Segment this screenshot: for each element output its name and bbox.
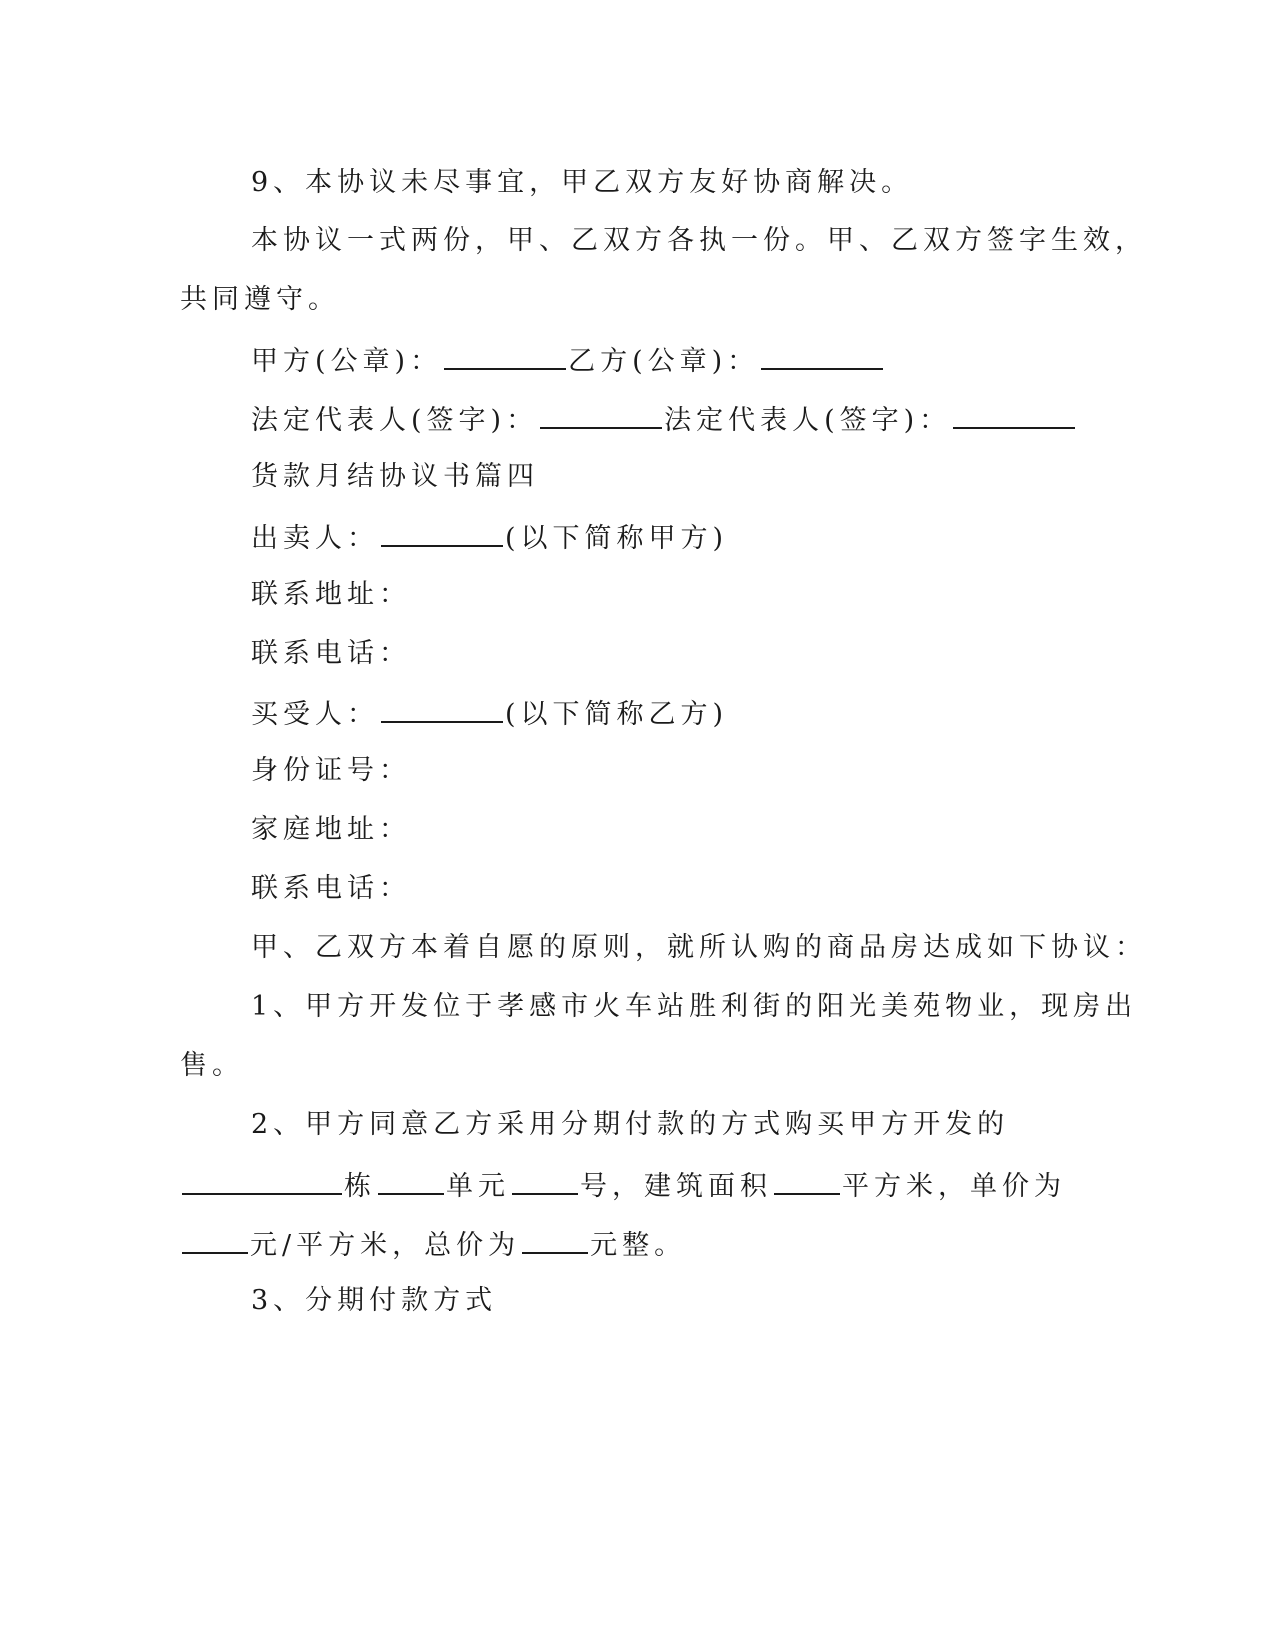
buyer-line [251,695,728,732]
intro-paragraph: 甲、乙双方本着自愿的原则，就所认购的商品房达成如下协议： [251,932,1147,963]
seller-address: 联系地址： [251,579,411,610]
total-label: 元整。 [590,1230,687,1261]
seller-suffix: (以下简称甲方) [505,523,729,554]
party-a-rep-blank [540,401,662,429]
buyer-id: 身份证号： [251,755,411,786]
party-b-seal-blank [761,342,883,370]
party-b-rep-blank [953,401,1075,429]
price-label: 元/平方米，总价为 [250,1230,521,1261]
buyer-suffix: (以下简称乙方) [505,699,729,730]
building-label: 栋 [344,1171,376,1202]
total-blank [522,1226,588,1254]
seller-blank [381,519,503,547]
area-blank [774,1167,840,1195]
party-signature-line [251,342,885,379]
area-label: 平方米，单价为 [842,1171,1066,1202]
number-blank [512,1167,578,1195]
clause-2-line-3 [180,1226,686,1263]
seller-label: 出卖人： [251,523,379,554]
party-a-rep-label: 法定代表人(签字)： [251,405,539,436]
building-blank [182,1167,342,1195]
seller-line [251,519,728,556]
clause-2-line-1: 2、甲方同意乙方采用分期付款的方式购买甲方开发的 [251,1109,1010,1140]
clause-9: 9、本协议未尽事宜，甲乙双方友好协商解决。 [251,167,914,198]
buyer-label: 买受人： [251,699,379,730]
buyer-phone: 联系电话： [251,873,411,904]
party-a-seal-label: 甲方(公章)： [251,346,443,377]
clause-1-line-2: 售。 [180,1050,244,1081]
unit-blank [378,1167,444,1195]
copies-line-2: 共同遵守。 [180,284,340,315]
number-label: 号，建筑面积 [580,1171,772,1202]
price-blank [182,1226,248,1254]
copies-line-1: 本协议一式两份，甲、乙双方各执一份。甲、乙双方签字生效， [251,225,1147,256]
buyer-blank [381,695,503,723]
clause-1-line-1: 1、甲方开发位于孝感市火车站胜利街的阳光美苑物业，现房出 [251,991,1138,1022]
representative-signature-line [251,401,1077,438]
seller-phone: 联系电话： [251,638,411,669]
unit-label: 单元 [446,1171,510,1202]
clause-3: 3、分期付款方式 [251,1285,498,1316]
party-b-seal-label: 乙方(公章)： [568,346,760,377]
party-b-rep-label: 法定代表人(签字)： [664,405,952,436]
section-title: 货款月结协议书篇四 [251,461,539,492]
party-a-seal-blank [444,342,566,370]
clause-2-line-2 [180,1167,1066,1204]
buyer-address: 家庭地址： [251,814,411,845]
